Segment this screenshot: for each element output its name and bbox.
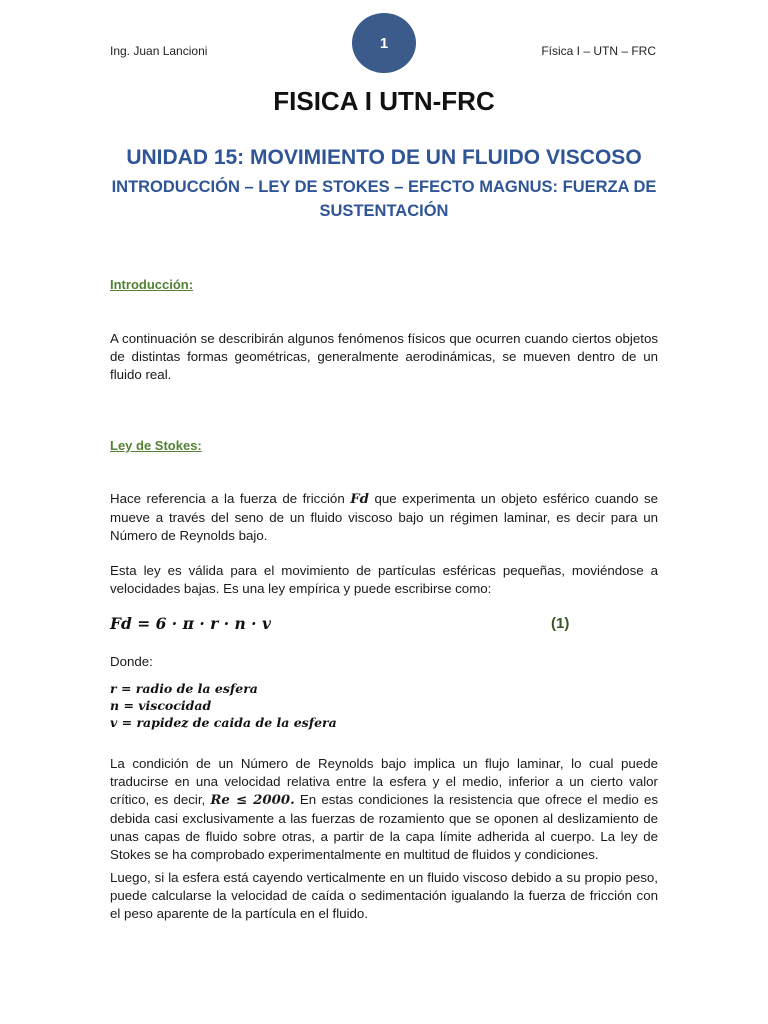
stokes-p3-text-a: La condición de un Número de Reynolds bajo implica un flujo laminar, lo cual puede traducirse en una velocidad relativa entre la esfera y el medio, inferior a un cierto valor crítico, es decir, [110,756,658,807]
stokes-p3-text-b: En estas condiciones la resistencia que ofrece el medio es debida casi exclusivamente a las fuerzas de rozamiento que se oponen al deslizamiento de unas capas de fluido sobre otras, a partir de la capa límite adherida al cuerpo. La ley de Stokes se ha comprobado experimentalmente en multitud de fluidos y condiciones. [110,792,658,862]
section-heading-ley-de-stokes: Ley de Stokes: [110,438,202,453]
definition-radius: r = radio de la esfera [110,681,258,696]
stokes-paragraph-1 [110,490,658,545]
document-title: FISICA I UTN-FRC [273,86,495,116]
friction-force-symbol: Fd [350,492,369,507]
reynolds-condition: Re ≤ 2000. [210,793,295,808]
stokes-formula: Fd = 6 · π · r · n · v [110,614,271,633]
stokes-paragraph-4: Luego, si la esfera está cayendo verticalmente en un fluido viscoso debido a su propio peso, puede calcularse la velocidad de caída o sedimentación igualando la fuerza de fricción con el peso aparente de la partícula en el fluido. [110,870,658,921]
section-heading-introduccion: Introducción: [110,277,194,292]
header-course: Física I – UTN – FRC [541,44,656,58]
stokes-p1-text-b: que experimenta un objeto esférico cuando se mueve a través del seno de un fluido viscoso bajo un régimen laminar, es decir para un Número de Reynolds bajo. [110,491,659,543]
unit-subtitle: INTRODUCCIÓN – LEY DE STOKES – EFECTO MAGNUS: FUERZA DE SUSTENTACIÓN [111,178,657,220]
variable-definitions [110,680,337,731]
stokes-paragraph-2: Esta ley es válida para el movimiento de partículas esféricas pequeñas, moviéndose a velocidades bajas. Es una ley empírica y puede escribirse como: [110,563,658,596]
page-number-badge: 1 [352,13,416,73]
unit-title: UNIDAD 15: MOVIMIENTO DE UN FLUIDO VISCOSO [126,146,642,169]
header-author: Ing. Juan Lancioni [110,44,208,58]
donde-label: Donde: [110,654,153,669]
definition-viscosity: n = viscocidad [110,698,212,713]
stokes-p1-text-a: Hace referencia a la fuerza de fricción [110,491,351,506]
definition-velocity: v = rapidez de caida de la esfera [110,715,337,730]
equation-number: (1) [551,615,570,632]
intro-paragraph: A continuación se describirán algunos fenómenos físicos que ocurren cuando ciertos objetos de distintas formas geométricas, generalmente aerodinámicas, se mueven dentro de un fluido real. [110,331,658,382]
stokes-paragraph-3 [110,755,658,864]
